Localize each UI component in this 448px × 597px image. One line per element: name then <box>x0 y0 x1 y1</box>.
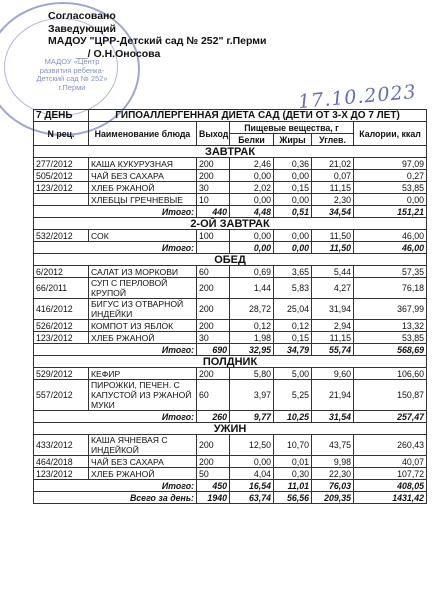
fat: 0,00 <box>274 170 312 182</box>
diet-title: ГИПОАЛЛЕРГЕННАЯ ДИЕТА САД (ДЕТИ ОТ 3-Х ДО 7 ЛЕТ) <box>89 110 427 122</box>
recipe-number: 526/2012 <box>34 320 89 332</box>
output: 200 <box>197 456 230 468</box>
calories: 40,07 <box>354 456 427 468</box>
total-fat: 10,25 <box>274 411 312 423</box>
total-protein: 4,48 <box>230 206 274 218</box>
dish-name: СОК <box>89 230 197 242</box>
calories: 260,43 <box>354 435 427 456</box>
meal-header-row <box>34 254 427 266</box>
dish-name: КАША ЯЧНЕВАЯ С ИНДЕЙКОЙ <box>89 435 197 456</box>
output: 200 <box>197 299 230 320</box>
output: 30 <box>197 332 230 344</box>
output: 30 <box>197 182 230 194</box>
meal-total-row <box>34 480 427 492</box>
fat: 0,30 <box>274 468 312 480</box>
meal-header-row <box>34 218 427 230</box>
total-protein: 32,95 <box>230 344 274 356</box>
protein: 1,98 <box>230 332 274 344</box>
protein: 0,12 <box>230 320 274 332</box>
total-protein: 9,77 <box>230 411 274 423</box>
protein: 3,97 <box>230 380 274 411</box>
calories: 367,99 <box>354 299 427 320</box>
total-calories: 568,69 <box>354 344 427 356</box>
output: 200 <box>197 368 230 380</box>
fat: 0,36 <box>274 158 312 170</box>
protein: 12,50 <box>230 435 274 456</box>
dish-row <box>34 194 427 206</box>
calories: 0,00 <box>354 194 427 206</box>
meal-header-row <box>34 423 427 435</box>
meal-name: ЗАВТРАК <box>34 146 427 158</box>
protein: 28,72 <box>230 299 274 320</box>
protein: 2,46 <box>230 158 274 170</box>
protein: 4,04 <box>230 468 274 480</box>
fat: 0,00 <box>274 194 312 206</box>
carbs: 9,60 <box>312 368 354 380</box>
total-output <box>197 242 230 254</box>
total-output: 690 <box>197 344 230 356</box>
fat: 5,00 <box>274 368 312 380</box>
head-title: Заведующий <box>48 22 116 35</box>
meal-name: УЖИН <box>34 423 427 435</box>
col-header-recipe: N рец. <box>34 122 89 146</box>
total-label: Итого: <box>34 206 197 218</box>
recipe-number: 66/2011 <box>34 278 89 299</box>
meal-header-row <box>34 146 427 158</box>
col-header-dish: Наименование блюда <box>89 122 197 146</box>
recipe-number: 464/2018 <box>34 456 89 468</box>
grand-total-carbs: 209,35 <box>312 492 354 504</box>
dish-row <box>34 266 427 278</box>
dish-name: КЕФИР <box>89 368 197 380</box>
total-carbs: 55,74 <box>312 344 354 356</box>
output: 10 <box>197 194 230 206</box>
recipe-number: 557/2012 <box>34 380 89 411</box>
carbs: 11,50 <box>312 230 354 242</box>
total-output: 450 <box>197 480 230 492</box>
protein: 5,80 <box>230 368 274 380</box>
protein: 0,69 <box>230 266 274 278</box>
approval-block <box>48 10 267 60</box>
carbs: 11,15 <box>312 182 354 194</box>
handwritten-date: 17.10.2023 <box>297 80 418 114</box>
dish-name: ПИРОЖКИ, ПЕЧЕН. С КАПУСТОЙ ИЗ РЖАНОЙ МУКИ <box>89 380 197 411</box>
grand-total-label: Всего за день: <box>34 492 197 504</box>
calories: 57,35 <box>354 266 427 278</box>
dish-row <box>34 435 427 456</box>
total-calories: 151,21 <box>354 206 427 218</box>
output: 100 <box>197 230 230 242</box>
carbs: 2,94 <box>312 320 354 332</box>
organization-name: МАДОУ "ЦРР-Детский сад № 252" г.Перми <box>48 35 267 47</box>
dish-row <box>34 320 427 332</box>
dish-row <box>34 380 427 411</box>
grand-total-output: 1940 <box>197 492 230 504</box>
meal-total-row <box>34 206 427 218</box>
dish-name: САЛАТ ИЗ МОРКОВИ <box>89 266 197 278</box>
carbs: 21,02 <box>312 158 354 170</box>
dish-name: КАША КУКУРУЗНАЯ <box>89 158 197 170</box>
stamp-text: МАДОУ «Центр развития ребенка-Детский сад № 252» г.Перми <box>36 57 108 92</box>
recipe-number: 505/2012 <box>34 170 89 182</box>
col-header-calories: Калории, ккал <box>354 122 427 146</box>
fat: 0,00 <box>274 230 312 242</box>
dish-name: БИГУС ИЗ ОТВАРНОЙ ИНДЕЙКИ <box>89 299 197 320</box>
fat: 0,15 <box>274 182 312 194</box>
calories: 106,60 <box>354 368 427 380</box>
calories: 53,85 <box>354 182 427 194</box>
dish-name: ХЛЕБ РЖАНОЙ <box>89 182 197 194</box>
recipe-number: 277/2012 <box>34 158 89 170</box>
recipe-number: 529/2012 <box>34 368 89 380</box>
approved-label: Согласовано <box>48 10 116 22</box>
dish-row <box>34 158 427 170</box>
total-calories: 257,47 <box>354 411 427 423</box>
dish-row <box>34 332 427 344</box>
calories: 76,18 <box>354 278 427 299</box>
total-carbs: 11,50 <box>312 242 354 254</box>
calories: 97,09 <box>354 158 427 170</box>
dish-row <box>34 182 427 194</box>
fat: 10,70 <box>274 435 312 456</box>
total-label: Итого: <box>34 344 197 356</box>
grand-total-row <box>34 492 427 504</box>
protein: 0,00 <box>230 194 274 206</box>
day-label: 7 ДЕНЬ <box>34 110 89 122</box>
fat: 0,12 <box>274 320 312 332</box>
calories: 53,85 <box>354 332 427 344</box>
calories: 13,32 <box>354 320 427 332</box>
total-fat: 11,01 <box>274 480 312 492</box>
dish-name: ЧАЙ БЕЗ САХАРА <box>89 456 197 468</box>
fat: 3,65 <box>274 266 312 278</box>
col-header-fat: Жиры <box>274 134 312 146</box>
protein: 1,44 <box>230 278 274 299</box>
recipe-number: 433/2012 <box>34 435 89 456</box>
dish-row <box>34 230 427 242</box>
calories: 150,87 <box>354 380 427 411</box>
recipe-number: 123/2012 <box>34 468 89 480</box>
total-label: Итого: <box>34 242 197 254</box>
calories: 107,72 <box>354 468 427 480</box>
protein: 0,00 <box>230 170 274 182</box>
dish-name: ХЛЕБ РЖАНОЙ <box>89 332 197 344</box>
carbs: 9,98 <box>312 456 354 468</box>
col-header-carbs: Углев. <box>312 134 354 146</box>
protein: 0,00 <box>230 456 274 468</box>
dish-name: ЧАЙ БЕЗ САХАРА <box>89 170 197 182</box>
menu-table <box>33 109 427 504</box>
carbs: 2,30 <box>312 194 354 206</box>
carbs: 31,94 <box>312 299 354 320</box>
output: 200 <box>197 320 230 332</box>
fat: 5,25 <box>274 380 312 411</box>
protein: 0,00 <box>230 230 274 242</box>
dish-name: ХЛЕБЦЫ ГРЕЧНЕВЫЕ <box>89 194 197 206</box>
output: 200 <box>197 158 230 170</box>
total-fat: 34,79 <box>274 344 312 356</box>
meal-header-row <box>34 356 427 368</box>
output: 200 <box>197 170 230 182</box>
meal-name: 2-ОЙ ЗАВТРАК <box>34 218 427 230</box>
dish-name: КОМПОТ ИЗ ЯБЛОК <box>89 320 197 332</box>
col-header-nutrients: Пищевые вещества, г <box>230 122 354 134</box>
grand-total-calories: 1431,42 <box>354 492 427 504</box>
recipe-number: 123/2012 <box>34 332 89 344</box>
meal-total-row <box>34 411 427 423</box>
document-header <box>0 0 448 114</box>
fat: 0,15 <box>274 332 312 344</box>
grand-total-fat: 56,56 <box>274 492 312 504</box>
output: 60 <box>197 266 230 278</box>
total-carbs: 34,54 <box>312 206 354 218</box>
dish-row <box>34 468 427 480</box>
total-carbs: 76,03 <box>312 480 354 492</box>
output: 60 <box>197 380 230 411</box>
calories: 0,27 <box>354 170 427 182</box>
total-output: 260 <box>197 411 230 423</box>
total-fat: 0,51 <box>274 206 312 218</box>
total-protein: 16,54 <box>230 480 274 492</box>
dish-name: СУП С ПЕРЛОВОЙ КРУПОЙ <box>89 278 197 299</box>
recipe-number: 416/2012 <box>34 299 89 320</box>
recipe-number: 123/2012 <box>34 182 89 194</box>
fat: 5,83 <box>274 278 312 299</box>
col-header-output: Выход <box>197 122 230 146</box>
fat: 25,04 <box>274 299 312 320</box>
fat: 0,01 <box>274 456 312 468</box>
recipe-number: 6/2012 <box>34 266 89 278</box>
output: 200 <box>197 435 230 456</box>
recipe-number <box>34 194 89 206</box>
total-carbs: 31,54 <box>312 411 354 423</box>
carbs: 43,75 <box>312 435 354 456</box>
total-calories: 408,05 <box>354 480 427 492</box>
carbs: 5,44 <box>312 266 354 278</box>
calories: 46,00 <box>354 230 427 242</box>
dish-row <box>34 368 427 380</box>
carbs: 11,15 <box>312 332 354 344</box>
output: 50 <box>197 468 230 480</box>
grand-total-protein: 63,74 <box>230 492 274 504</box>
carbs: 21,94 <box>312 380 354 411</box>
dish-row <box>34 278 427 299</box>
signature-line: __/ О.Н.Оносова <box>76 47 161 60</box>
protein: 2,02 <box>230 182 274 194</box>
total-label: Итого: <box>34 480 197 492</box>
output: 200 <box>197 278 230 299</box>
dish-row <box>34 299 427 320</box>
meal-total-row <box>34 242 427 254</box>
total-fat: 0,00 <box>274 242 312 254</box>
column-header-row <box>34 122 427 134</box>
meal-name: ПОЛДНИК <box>34 356 427 368</box>
table-title-row <box>34 110 427 122</box>
dish-name: ХЛЕБ РЖАНОЙ <box>89 468 197 480</box>
total-calories: 46,00 <box>354 242 427 254</box>
meal-name: ОБЕД <box>34 254 427 266</box>
carbs: 0,07 <box>312 170 354 182</box>
recipe-number: 532/2012 <box>34 230 89 242</box>
total-label: Итого: <box>34 411 197 423</box>
carbs: 4,27 <box>312 278 354 299</box>
carbs: 22,30 <box>312 468 354 480</box>
col-header-protein: Белки <box>230 134 274 146</box>
total-output: 440 <box>197 206 230 218</box>
dish-row <box>34 456 427 468</box>
dish-row <box>34 170 427 182</box>
total-protein: 0,00 <box>230 242 274 254</box>
menu-body <box>34 146 427 492</box>
meal-total-row <box>34 344 427 356</box>
